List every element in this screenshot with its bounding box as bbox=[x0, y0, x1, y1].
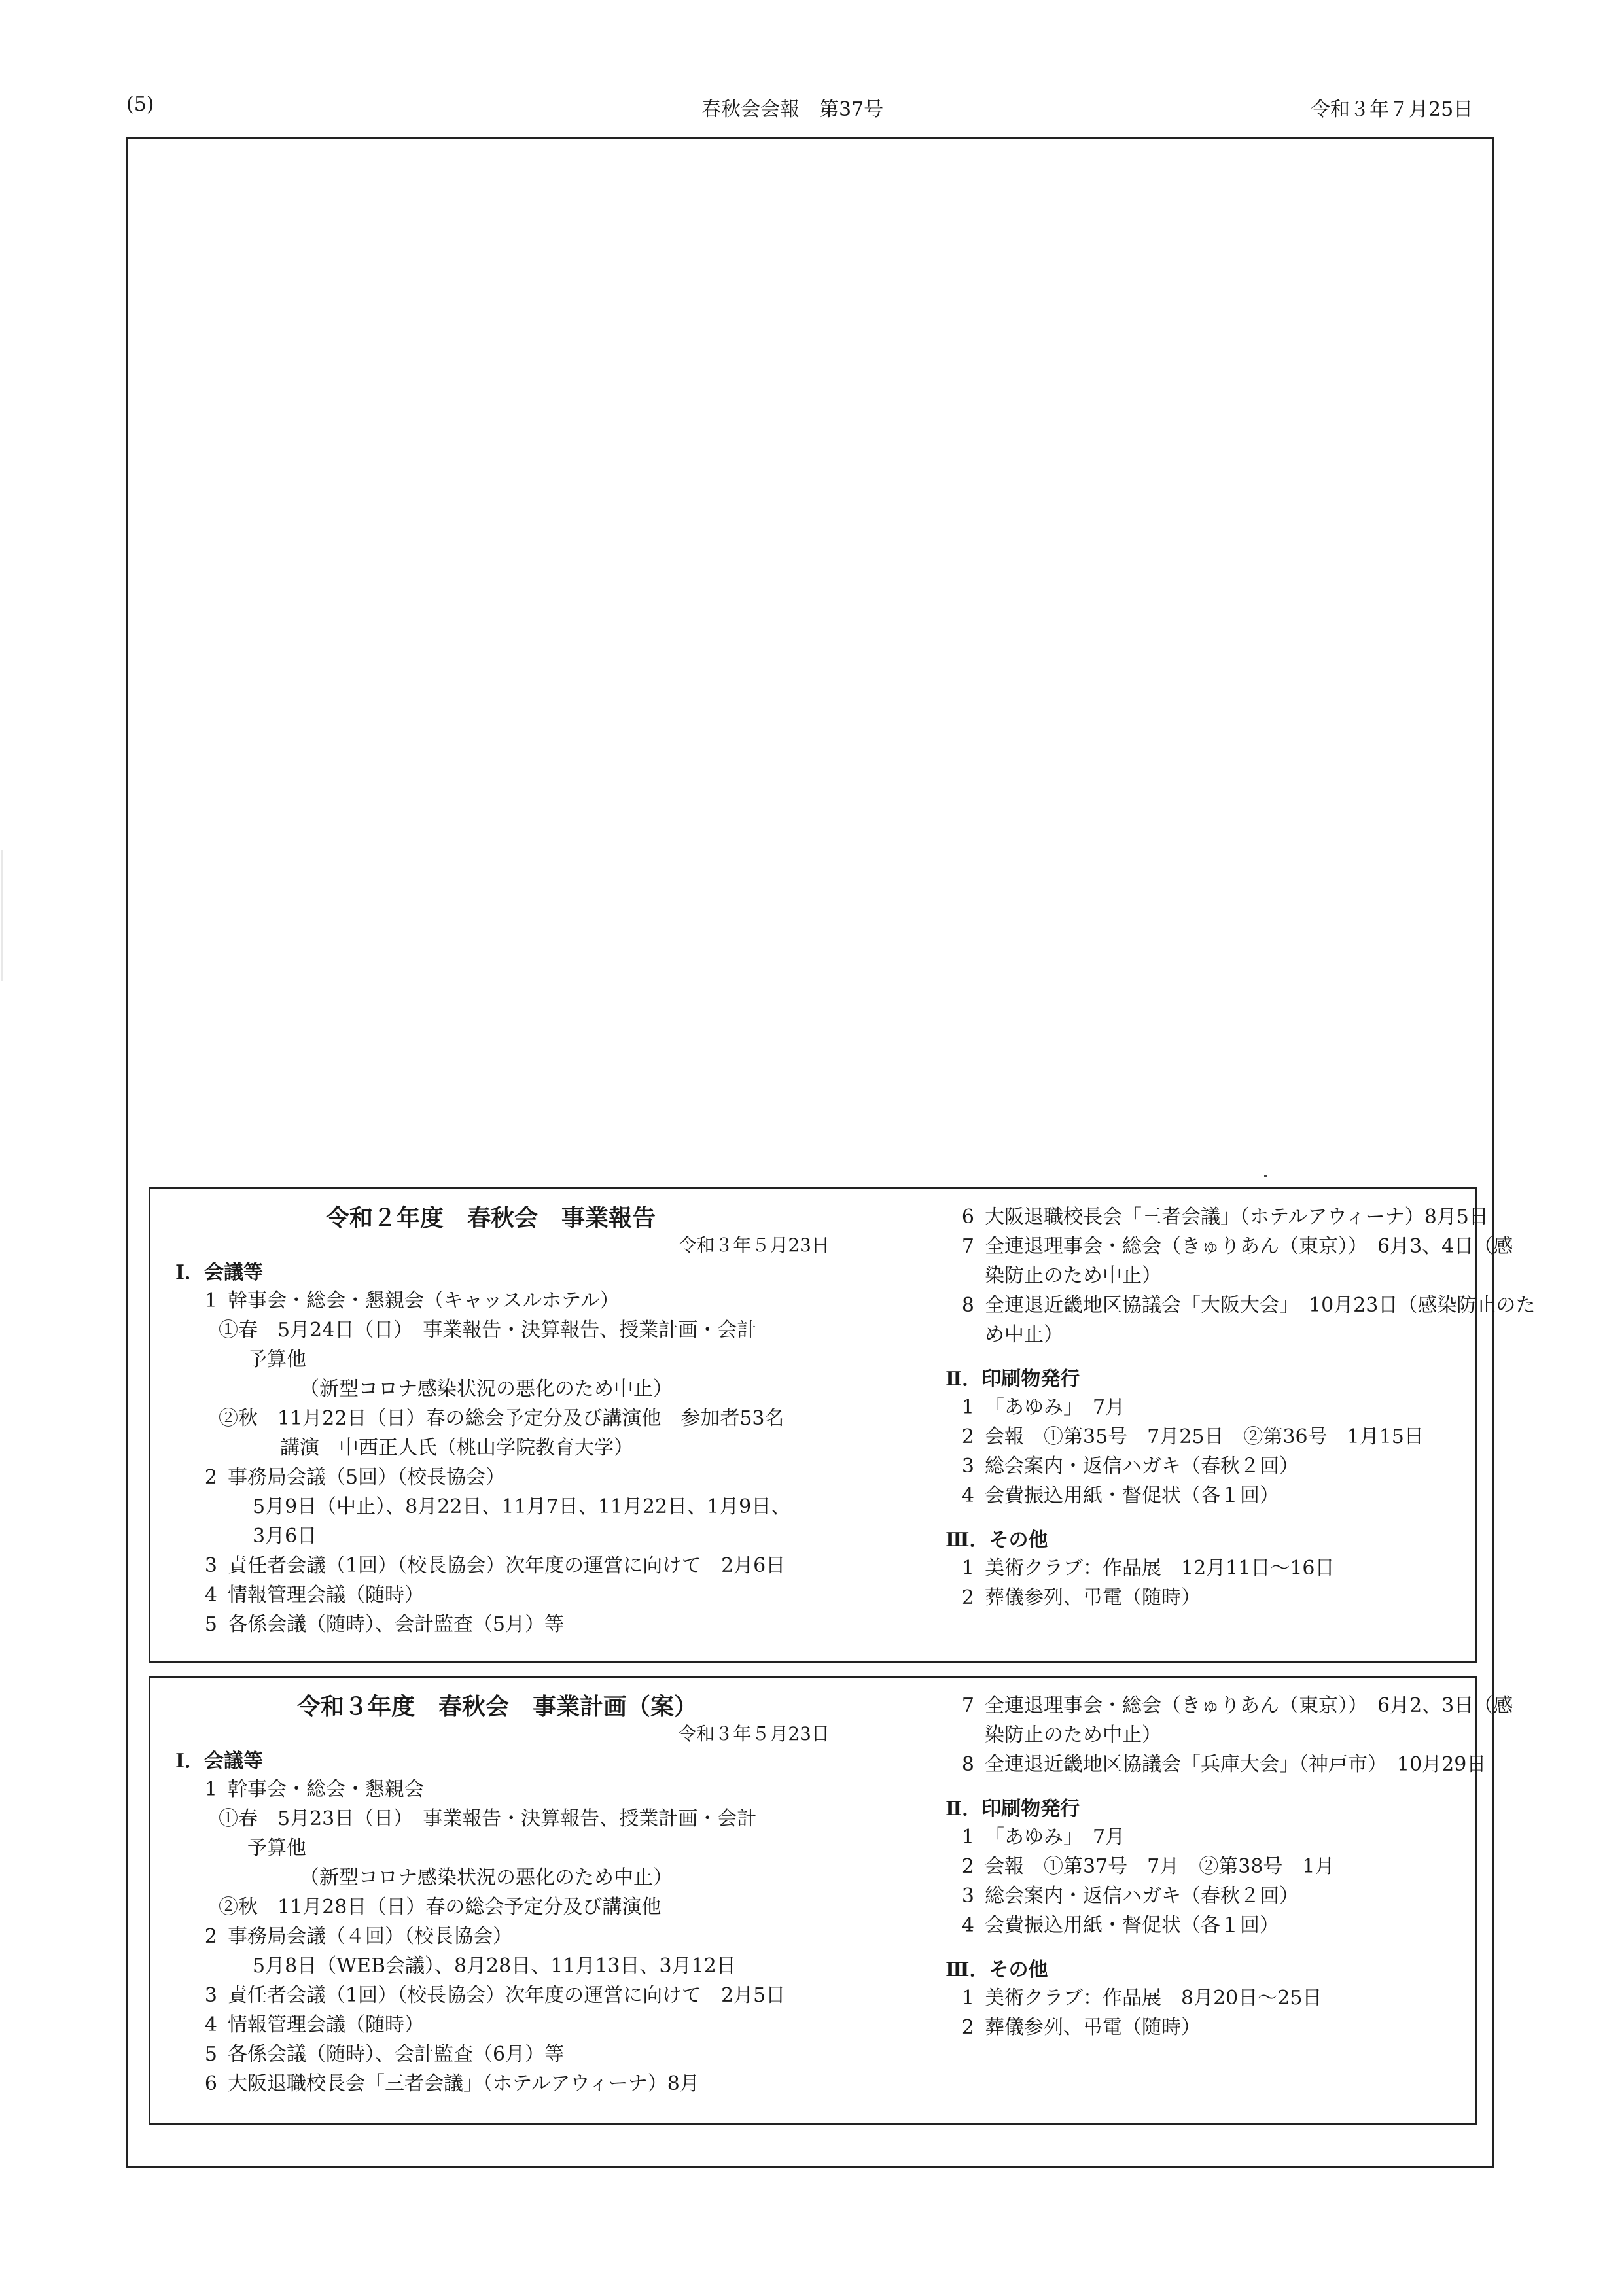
plan-section-printing: Ⅱ．印刷物発行 bbox=[945, 1798, 1080, 1820]
report-item-4: 4 情報管理会議（随時） bbox=[204, 1584, 424, 1607]
report-print-3: 3 総会案内・返信ハガキ（春秋２回） bbox=[961, 1455, 1299, 1478]
report-section-other: Ⅲ．その他 bbox=[945, 1529, 1048, 1552]
plan-item-1: 1 幹事会・総会・懇親会 bbox=[204, 1778, 424, 1801]
report-item-8-cont: め中止） bbox=[985, 1323, 1063, 1346]
plan-item-4: 4 情報管理会議（随時） bbox=[204, 2013, 424, 2036]
plan-print-3: 3 総会案内・返信ハガキ（春秋２回） bbox=[961, 1885, 1299, 1907]
plan-other-1: 1 美術クラブ：作品展 8月20日～25日 bbox=[961, 1987, 1322, 2009]
report-title: 令和２年度 春秋会 事業報告 bbox=[326, 1204, 656, 1232]
plan-item-2-dates: 5月8日（WEB会議）、8月28日、11月13日、3月12日 bbox=[253, 1955, 736, 1977]
plan-section-meetings: Ⅰ．会議等 bbox=[175, 1750, 264, 1773]
report-item-5: 5 各係会議（随時）、会計監査（5月）等 bbox=[204, 1613, 565, 1636]
plan-other-2: 2 葬儀参列、弔電（随時） bbox=[961, 2016, 1201, 2039]
plan-date: 令和３年５月23日 bbox=[678, 1723, 830, 1745]
plan-item-7-cont: 染防止のため中止） bbox=[985, 1724, 1161, 1747]
report-item-2-dates: 5月9日（中止）、8月22日、11月7日、11月22日、1月9日、 bbox=[253, 1495, 791, 1518]
report-item-1a: ①春 5月24日（日） 事業報告・決算報告、授業計画・会計 bbox=[219, 1319, 757, 1342]
report-item-7-cont: 染防止のため中止） bbox=[985, 1264, 1161, 1287]
page-number: (5) bbox=[126, 93, 154, 116]
report-item-1b: ②秋 11月22日（日）春の総会予定分及び講演他 参加者53名 bbox=[219, 1407, 785, 1430]
report-item-1b-lecture: 講演 中西正人氏（桃山学院教育大学） bbox=[280, 1436, 633, 1459]
plan-print-1: 1 「あゆみ」 7月 bbox=[961, 1826, 1125, 1849]
issue-date: 令和３年７月25日 bbox=[1311, 98, 1474, 121]
report-left-column bbox=[175, 1202, 830, 1639]
report-item-7: 7 全連退理事会・総会（きゅりあん（東京）） 6月3、4日（感 bbox=[961, 1235, 1513, 1258]
report-item-6: 6 大阪退職校長会「三者会議」（ホテルアウィーナ）8月5日 bbox=[961, 1206, 1489, 1228]
report-right-column bbox=[945, 1202, 1536, 1612]
report-date: 令和３年５月23日 bbox=[678, 1234, 830, 1256]
report-item-1a-cont: 予算他 bbox=[247, 1348, 306, 1371]
plan-item-1b: ②秋 11月28日（日）春の総会予定分及び講演他 bbox=[219, 1896, 662, 1919]
plan-item-1a: ①春 5月23日（日） 事業報告・決算報告、授業計画・会計 bbox=[219, 1807, 757, 1830]
plan-item-2: 2 事務局会議（４回）（校長協会） bbox=[204, 1925, 512, 1948]
plan-right-column bbox=[945, 1691, 1513, 2042]
plan-item-1a-note: （新型コロナ感染状況の悪化のため中止） bbox=[300, 1866, 673, 1889]
report-print-4: 4 会費振込用紙・督促状（各１回） bbox=[961, 1484, 1279, 1507]
scan-speck bbox=[1264, 1175, 1267, 1177]
plan-item-3: 3 責任者会議（1回）（校長協会）次年度の運営に向けて 2月5日 bbox=[204, 1984, 786, 2007]
plan-print-4: 4 会費振込用紙・督促状（各１回） bbox=[961, 1914, 1279, 1937]
plan-item-8: 8 全連退近畿地区協議会「兵庫大会」（神戸市） 10月29日 bbox=[961, 1753, 1487, 1776]
plan-item-7: 7 全連退理事会・総会（きゅりあん（東京）） 6月2、3日（感 bbox=[961, 1694, 1513, 1717]
publication-title: 春秋会会報 第37号 bbox=[701, 98, 884, 121]
report-item-3: 3 責任者会議（1回）（校長協会）次年度の運営に向けて 2月6日 bbox=[204, 1554, 786, 1577]
report-section-printing: Ⅱ．印刷物発行 bbox=[945, 1368, 1080, 1391]
plan-title: 令和３年度 春秋会 事業計画（案） bbox=[297, 1693, 698, 1720]
plan-left-column bbox=[175, 1691, 830, 2098]
report-print-1: 1 「あゆみ」 7月 bbox=[961, 1396, 1125, 1419]
plan-print-2: 2 会報 ①第37号 7月 ②第38号 1月 bbox=[961, 1855, 1335, 1878]
plan-item-5: 5 各係会議（随時）、会計監査（6月）等 bbox=[204, 2043, 565, 2066]
report-section-meetings: Ⅰ．会議等 bbox=[175, 1261, 264, 1284]
report-print-2: 2 会報 ①第35号 7月25日 ②第36号 1月15日 bbox=[961, 1425, 1424, 1448]
report-item-2-dates-cont: 3月6日 bbox=[253, 1525, 317, 1548]
business-report-box bbox=[149, 1187, 1536, 1663]
report-item-2: 2 事務局会議（5回）（校長協会） bbox=[204, 1466, 506, 1489]
report-other-1: 1 美術クラブ：作品展 12月11日～16日 bbox=[961, 1557, 1335, 1580]
plan-item-6: 6 大阪退職校長会「三者会議」（ホテルアウィーナ）8月 bbox=[204, 2072, 699, 2095]
business-plan-box bbox=[149, 1676, 1513, 2125]
report-other-2: 2 葬儀参列、弔電（随時） bbox=[961, 1586, 1201, 1609]
report-item-1: 1 幹事会・総会・懇親会（キャッスルホテル） bbox=[204, 1289, 620, 1312]
plan-item-1a-cont: 予算他 bbox=[247, 1837, 306, 1860]
report-item-1a-note: （新型コロナ感染状況の悪化のため中止） bbox=[300, 1378, 673, 1400]
report-item-8: 8 全連退近畿地区協議会「大阪大会」 10月23日（感染防止のた bbox=[961, 1294, 1536, 1317]
scan-edge bbox=[1, 850, 3, 981]
plan-section-other: Ⅲ．その他 bbox=[945, 1958, 1048, 1981]
